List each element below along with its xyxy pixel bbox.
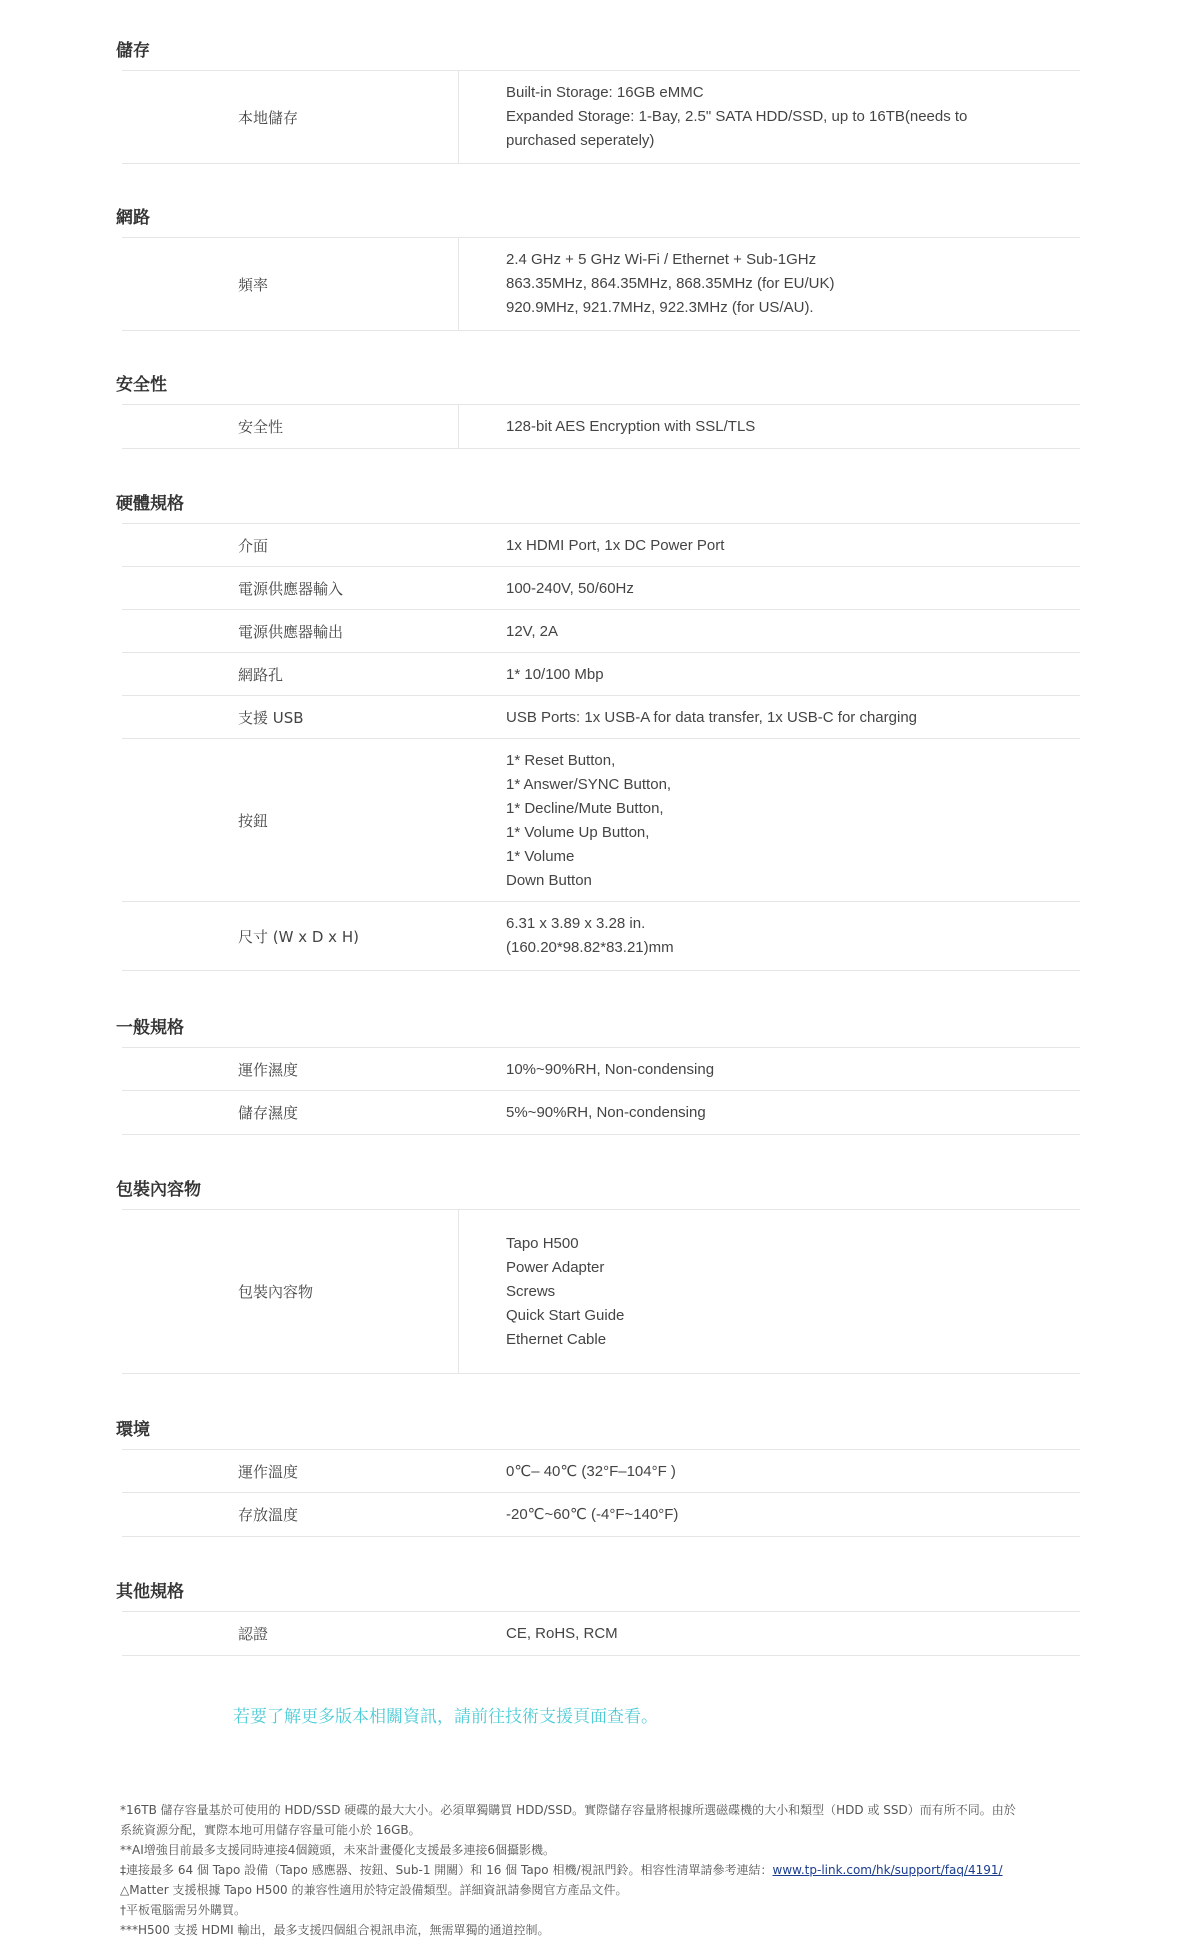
spec-value-line: 12V, 2A	[506, 622, 558, 640]
spec-value	[506, 238, 1066, 330]
footnote-ai: **AI增強目前最多支援同時連接4個鏡頭，未來計畫優化支援最多連接6個攝影機。	[120, 1843, 556, 1857]
section-title-security: 安全性	[116, 375, 167, 395]
spec-label: 認證	[238, 1625, 269, 1643]
spec-value-line: 920.9MHz, 921.7MHz, 922.3MHz (for US/AU).	[506, 299, 814, 316]
spec-value-line: 1* 10/100 Mbp	[506, 665, 604, 683]
column-divider	[458, 238, 459, 330]
footnote-tablet: †平板電腦需另外購買。	[120, 1903, 247, 1917]
spec-value-line: 128-bit AES Encryption with SSL/TLS	[506, 417, 756, 435]
section-title-storage: 儲存	[116, 41, 150, 61]
spec-value-line: 1* Volume	[506, 847, 575, 865]
spec-value	[506, 1450, 1066, 1493]
spec-value-line: Expanded Storage: 1-Bay, 2.5" SATA HDD/SSD, up to 16TB(needs to	[506, 108, 968, 125]
spec-value	[506, 1210, 1066, 1373]
footnote-hdmi: ***H500 支援 HDMI 輸出，最多支援四個組合視訊串流，無需單獨的通道控制。	[120, 1923, 550, 1937]
spec-value-line: Built-in Storage: 16GB eMMC	[506, 84, 704, 101]
spec-value	[506, 610, 1066, 653]
section-title-package: 包裝內容物	[116, 1180, 201, 1200]
footnote-storage: *16TB 儲存容量基於可使用的 HDD/SSD 硬碟的最大大小。必須單獨購買 HDD/SSD。實際儲存容量將根據所選磁碟機的大小和類型（HDD 或 SSD）而有所不同。由於	[120, 1803, 1016, 1817]
spec-row-package-contents	[122, 1209, 1080, 1374]
spec-label: 網路孔	[238, 666, 284, 684]
spec-row-storage-humidity	[122, 1090, 1080, 1135]
spec-row-security	[122, 404, 1080, 449]
faq-link[interactable]: www.tp-link.com/hk/support/faq/4191/	[772, 1863, 1003, 1877]
spec-row-frequency	[122, 237, 1080, 331]
spec-value	[506, 71, 1066, 163]
spec-row-operating-humidity	[122, 1047, 1080, 1091]
spec-value-line: 10%~90%RH, Non-condensing	[506, 1060, 715, 1078]
footnote-devices-text: ‡連接最多 64 個 Tapo 設備（Tapo 感應器、按鈕、Sub-1 開關）和 16 個 Tapo 相機/視訊門鈴。相容性清單請參考連結：	[120, 1863, 773, 1877]
column-divider	[458, 1210, 459, 1373]
spec-row-certification	[122, 1611, 1080, 1656]
spec-row-power-output	[122, 609, 1080, 653]
spec-row-dimensions	[122, 901, 1080, 971]
spec-value-line: (160.20*98.82*83.21)mm	[506, 939, 674, 956]
spec-value-line: 1x HDMI Port, 1x DC Power Port	[506, 536, 725, 554]
section-title-environment: 環境	[116, 1420, 150, 1440]
spec-label: 儲存濕度	[238, 1104, 299, 1122]
spec-value-line: 2.4 GHz + 5 GHz Wi-Fi / Ethernet + Sub-1GHz	[506, 251, 817, 268]
section-title-other: 其他規格	[116, 1582, 184, 1602]
spec-value	[506, 902, 1066, 970]
column-divider	[458, 71, 459, 163]
spec-value-line: Ethernet Cable	[506, 1330, 607, 1348]
spec-value-line: Screws	[506, 1282, 556, 1300]
spec-label: 介面	[238, 537, 269, 555]
column-divider	[458, 405, 459, 448]
spec-value-line: CE, RoHS, RCM	[506, 1624, 618, 1642]
spec-row-power-input	[122, 566, 1080, 610]
footnote-devices	[120, 1860, 1082, 1880]
spec-label: 尺寸 (W x D x H)	[238, 927, 359, 946]
section-title-hardware: 硬體規格	[116, 494, 184, 514]
spec-value-line: 5%~90%RH, Non-condensing	[506, 1103, 706, 1121]
spec-row-ethernet	[122, 652, 1080, 696]
spec-value-line: Tapo H500	[506, 1234, 579, 1252]
spec-value-line: 1* Decline/Mute Button,	[506, 799, 664, 817]
spec-label: 頻率	[238, 275, 269, 294]
spec-row-buttons	[122, 738, 1080, 902]
spec-value	[506, 1091, 1066, 1134]
spec-value	[506, 1493, 1066, 1536]
spec-value	[506, 653, 1066, 696]
spec-row-usb	[122, 695, 1080, 739]
spec-value	[506, 1048, 1066, 1091]
spec-value-line: Down Button	[506, 871, 592, 889]
spec-value-line: Quick Start Guide	[506, 1306, 625, 1324]
spec-value	[506, 739, 1066, 902]
spec-label: 本地儲存	[238, 108, 299, 127]
spec-value-line: 863.35MHz, 864.35MHz, 868.35MHz (for EU/UK)	[506, 275, 835, 292]
spec-label: 電源供應器輸出	[238, 623, 344, 641]
spec-value	[506, 1612, 1066, 1655]
spec-value-line: USB Ports: 1x USB-A for data transfer, 1x USB-C for charging	[506, 708, 917, 726]
spec-row-operating-temp	[122, 1449, 1080, 1493]
spec-row-storage-temp	[122, 1492, 1080, 1537]
spec-value	[506, 696, 1066, 739]
section-title-network: 網路	[116, 208, 150, 228]
spec-label: 電源供應器輸入	[238, 580, 344, 598]
spec-row-interface	[122, 523, 1080, 567]
spec-label: 存放溫度	[238, 1506, 299, 1524]
spec-label: 按鈕	[238, 812, 269, 830]
spec-value-line: 6.31 x 3.89 x 3.28 in.	[506, 915, 646, 932]
footnotes	[120, 1800, 1082, 1940]
spec-value-line: 100-240V, 50/60Hz	[506, 579, 634, 597]
support-page-link[interactable]: 若要了解更多版本相關資訊，請前往技術支援頁面查看。	[233, 1707, 658, 1727]
spec-value-line: Power Adapter	[506, 1258, 605, 1276]
section-title-general: 一般規格	[116, 1018, 184, 1038]
footnote-matter: △Matter 支援根據 Tapo H500 的兼容性適用於特定設備類型。詳細資訊請參閱官方產品文件。	[120, 1883, 628, 1897]
spec-value	[506, 524, 1066, 567]
spec-value	[506, 405, 1066, 448]
spec-label: 包裝內容物	[238, 1283, 314, 1301]
footnote-storage-cont: 系統資源分配，實際本地可用儲存容量可能小於 16GB。	[120, 1823, 421, 1837]
spec-label: 安全性	[238, 418, 284, 436]
spec-value-line: purchased seperately)	[506, 132, 655, 149]
spec-value-line: 0℃– 40℃ (32°F–104°F )	[506, 1462, 676, 1480]
spec-value-line: -20℃~60℃ (-4°F~140°F)	[506, 1505, 679, 1523]
spec-value-line: 1* Answer/SYNC Button,	[506, 775, 672, 793]
spec-value	[506, 567, 1066, 610]
spec-value-line: 1* Reset Button,	[506, 751, 616, 769]
spec-value-line: 1* Volume Up Button,	[506, 823, 650, 841]
spec-label: 運作溫度	[238, 1463, 299, 1481]
spec-row-local-storage	[122, 70, 1080, 164]
spec-label: 運作濕度	[238, 1061, 299, 1079]
spec-label: 支援 USB	[238, 709, 304, 727]
